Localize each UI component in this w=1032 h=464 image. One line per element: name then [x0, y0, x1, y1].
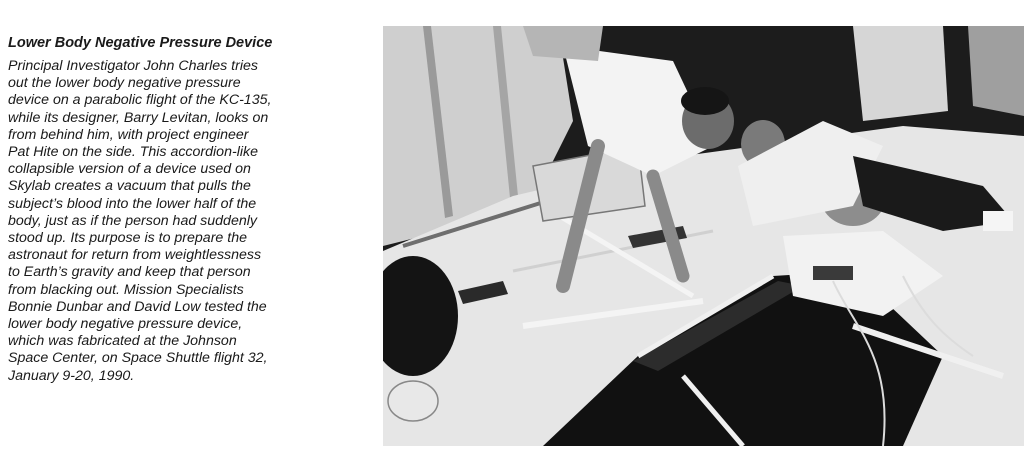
engineer-shoes: [983, 211, 1013, 231]
caption-line: collapsible version of a device used on: [8, 161, 251, 178]
floor-object: [388, 381, 438, 421]
caption-line: astronaut for return from weightlessness: [8, 247, 262, 264]
caption-line: Bonnie Dunbar and David Low tested the: [8, 298, 267, 315]
caption-line: to Earth’s gravity and keep that person: [8, 264, 251, 281]
caption-line: from behind him, with project engineer: [8, 126, 249, 143]
caption-title: Lower Body Negative Pressure Device: [8, 35, 273, 51]
designer-hair: [681, 87, 729, 115]
back-panel: [853, 26, 948, 121]
caption-line: body, just as if the person had suddenly: [8, 212, 257, 229]
caption-line: Principal Investigator John Charles tries: [8, 58, 258, 74]
caption-body: [8, 58, 358, 385]
caption-line: device on a parabolic flight of the KC-135,: [8, 92, 272, 109]
photograph-illustration: [383, 26, 1024, 446]
designer-legs: [523, 26, 603, 61]
control-box: [813, 266, 853, 280]
caption-line: Space Center, on Space Shuttle flight 32,: [8, 350, 268, 367]
photo-caption: [8, 34, 358, 385]
caption-line: January 9-20, 1990.: [8, 367, 135, 384]
caption-line: stood up. Its purpose is to prepare the: [8, 230, 247, 247]
caption-line: Pat Hite on the side. This accordion-like: [8, 144, 258, 161]
caption-line: which was fabricated at the Johnson: [8, 333, 237, 350]
caption-line: Skylab creates a vacuum that pulls the: [8, 178, 251, 195]
caption-line: lower body negative pressure device,: [8, 316, 243, 333]
photograph-lbnp-device: [383, 26, 1024, 446]
back-panel: [968, 26, 1024, 116]
caption-line: out the lower body negative pressure: [8, 75, 241, 92]
caption-line: while its designer, Barry Levitan, looks on: [8, 109, 269, 126]
caption-line: from blacking out. Mission Specialists: [8, 281, 244, 298]
caption-line: subject’s blood into the lower half of the: [8, 195, 257, 212]
